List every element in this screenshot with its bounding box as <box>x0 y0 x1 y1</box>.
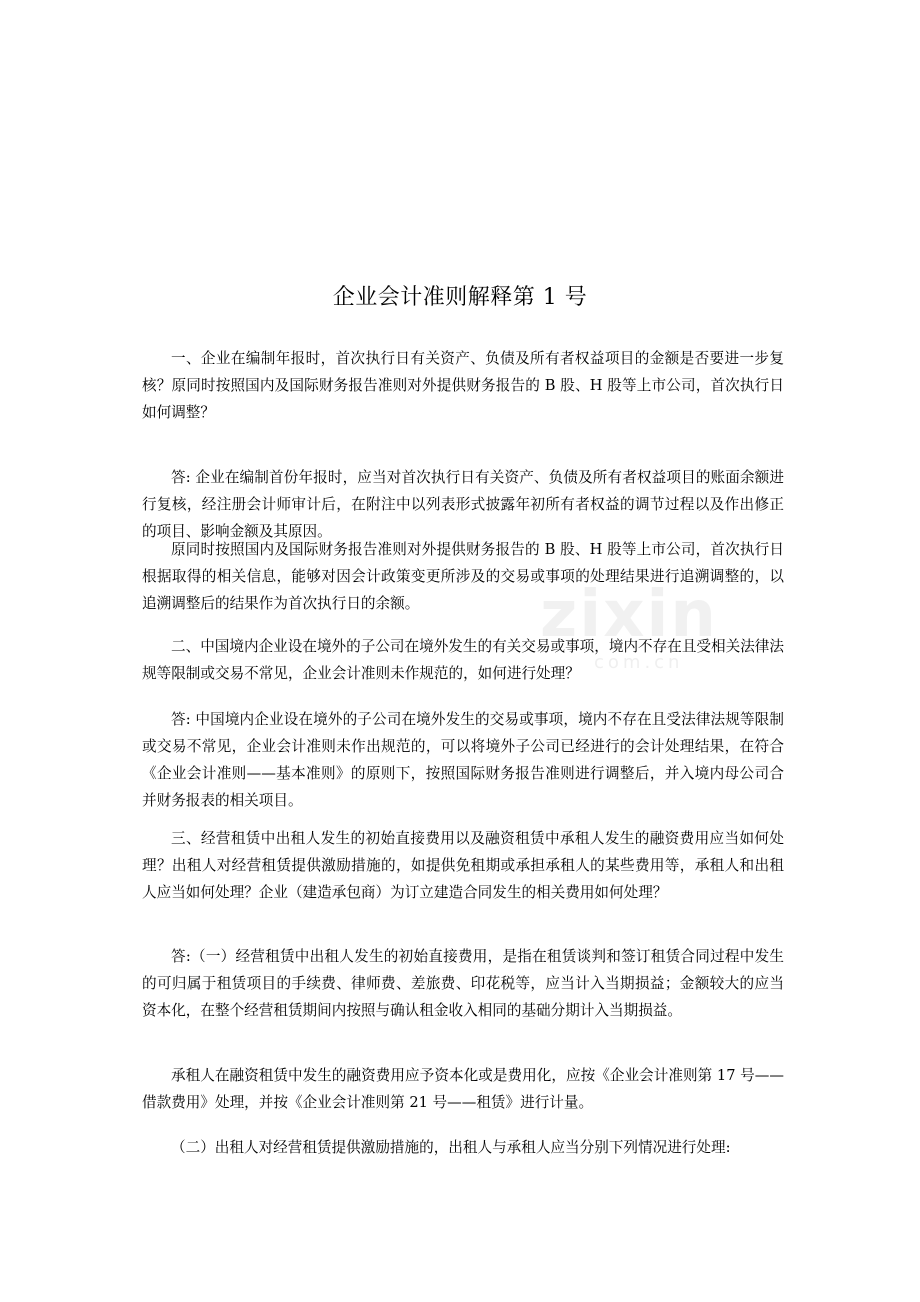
document-title: 企业会计准则解释第 1 号 <box>332 285 588 310</box>
watermark-subtext: com.cn <box>594 652 684 673</box>
paragraph-3: 原同时按照国内及国际财务报告准则对外提供财务报告的 B 股、H 股等上市公司，首次执行日根据取得的相关信息，能够对因会计政策变更所涉及的交易或事项的处理结果进行追溯调整的，以追溯调整后的结果作为首次执行日的余额。 <box>142 541 784 612</box>
paragraph-2: 答: 企业在编制首份年报时，应当对首次执行日有关资产、负债及所有者权益项目的账面余额进行复核，经注册会计师审计后，在附注中以列表形式披露年初所有者权益的调节过程以及作出修正的项目、影响金额及其原因。 <box>142 469 784 540</box>
paragraph-5: 答: 中国境内企业设在境外的子公司在境外发生的交易或事项，境内不存在且受法律法规等限制或交易不常见，企业会计准则未作出规范的，可以将境外子公司已经进行的会计处理结果，在符合《企业会计准则——基本准则》的原则下，按照国际财务报告准则进行调整后，并入境内母公司合并财务报表的相关项目。 <box>142 711 784 809</box>
paragraph-7: 答:（一）经营租赁中出租人发生的初始直接费用，是指在租赁谈判和签订租赁合同过程中发生的可归属于租赁项目的手续费、律师费、差旅费、印花税等，应当计入当期损益；金额较大的应当资本化，在整个经营租赁期间内按照与确认租金收入相同的基础分期计入当期损益。 <box>142 948 784 1019</box>
paragraph-4: 二、中国境内企业设在境外的子公司在境外发生的有关交易或事项，境内不存在且受相关法律法规等限制或交易不常见，企业会计准则未作规范的，如何进行处理？ <box>142 638 784 682</box>
paragraph-1: 一、企业在编制年报时，首次执行日有关资产、负债及所有者权益项目的金额是否要进一步复核？原同时按照国内及国际财务报告准则对外提供财务报告的 B 股、H 股等上市公司，首次执行日如何调整？ <box>142 350 784 421</box>
watermark: zixin <box>540 578 718 652</box>
paragraph-9: （二）出租人对经营租赁提供激励措施的，出租人与承租人应当分别下列情况进行处理: <box>171 1139 731 1156</box>
paragraph-6: 三、经营租赁中出租人发生的初始直接费用以及融资租赁中承租人发生的融资费用应当如何处理？出租人对经营租赁提供激励措施的，如提供免租期或承担承租人的某些费用等，承租人和出租人应当如何处理？企业（建造承包商）为订立建造合同发生的相关费用如何处理？ <box>142 830 784 901</box>
paragraph-8: 承租人在融资租赁中发生的融资费用应予资本化或是费用化，应按《企业会计准则第 17 号——借款费用》处理，并按《企业会计准则第 21 号——租赁》进行计量。 <box>142 1067 784 1111</box>
